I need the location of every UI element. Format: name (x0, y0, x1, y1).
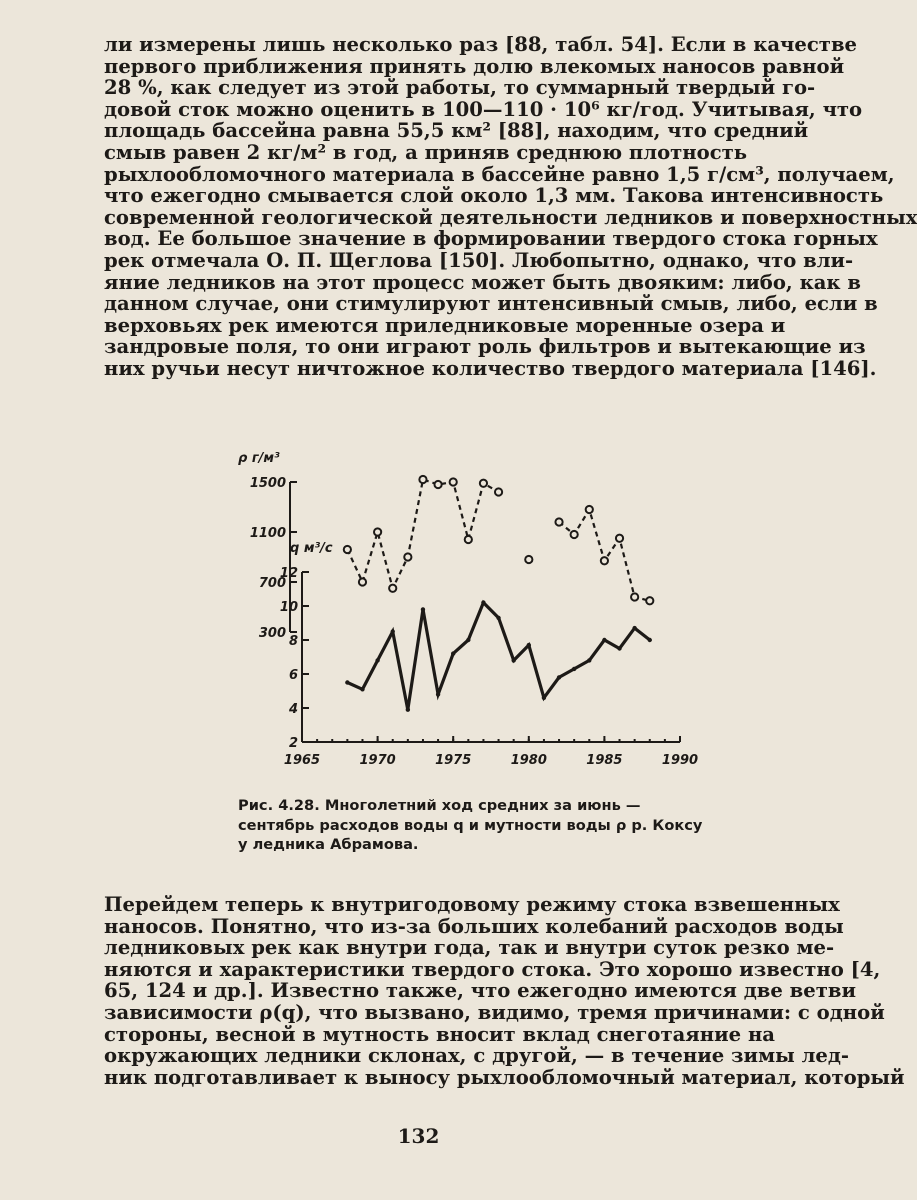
paragraph-top-line: рек отмечала О. П. Щеглова [150]. Любопытно, однако, что вли- (104, 248, 854, 272)
series-q-point (632, 626, 636, 630)
figure-caption (238, 796, 703, 855)
series-rho-point (525, 556, 532, 563)
series-rho-point (419, 476, 426, 483)
series-rho-point (571, 531, 578, 538)
paragraph-bottom-line: 65, 124 и др.]. Известно также, что ежегодно имеются две ветви (104, 979, 857, 1003)
rho-tick-label: 300 (258, 626, 286, 641)
paragraph-top-line: вод. Ее большое значение в формировании твердого стока горных (104, 227, 878, 251)
caption-line: сентябрь расходов воды q и мутности воды ρ р. Коксу (238, 816, 703, 834)
x-tick-label: 1990 (661, 753, 699, 768)
series-rho-point (646, 597, 653, 604)
page-number: 132 (397, 1124, 440, 1148)
series-rho-point (450, 478, 457, 485)
paragraph-bottom-line: Перейдем теперь к внутригодовому режиму стока взвешенных (104, 893, 840, 916)
paragraph-top-line: зандровые поля, то они играют роль фильтров и вытекающие из (104, 335, 866, 359)
paragraph-top-line: что ежегодно смывается слой около 1,3 мм. Такова интенсивность (104, 184, 884, 208)
series-q-point (511, 658, 515, 662)
q-tick-label: 6 (288, 668, 298, 683)
q-axis-label: q м³/с (290, 541, 333, 556)
series-rho-point (555, 518, 562, 525)
series-rho-point (601, 557, 608, 564)
paragraph-top-line: рыхлообломочного материала в бассейне равно 1,5 г/см³, получаем, (104, 162, 895, 186)
paragraph-top-line: данном случае, они стимулируют интенсивный смыв, либо, если в (104, 292, 878, 316)
series-q-point (648, 638, 652, 642)
q-tick-label: 8 (288, 634, 298, 649)
series-rho-point (344, 546, 351, 553)
series-q-point (496, 616, 500, 620)
series-q-point (360, 687, 364, 691)
series-rho-point (465, 536, 472, 543)
series-q-point (602, 638, 606, 642)
q-tick-label: 2 (288, 736, 298, 751)
paragraph-top-line: смыв равен 2 кг/м² в год, а приняв среднюю плотность (104, 140, 748, 164)
x-tick-label: 1985 (586, 753, 623, 768)
x-tick-label: 1980 (510, 753, 547, 768)
series-q-point (481, 600, 485, 604)
series-rho-point (631, 593, 638, 600)
paragraph-top-line: ли измерены лишь несколько раз [88, табл. 54]. Если в качестве (104, 33, 858, 56)
series-q-point (345, 680, 349, 684)
paragraph-bottom-line: наносов. Понятно, что из-за больших колебаний расходов воды (104, 914, 844, 938)
x-tick-label: 1965 (283, 753, 321, 768)
series-rho-point (389, 585, 396, 592)
series-rho-point (374, 528, 381, 535)
series-rho-point (359, 578, 366, 585)
x-tick-label: 1970 (359, 753, 396, 768)
x-tick-label: 1975 (435, 753, 472, 768)
series-rho-point (616, 535, 623, 542)
paragraph-top-line: современной геологической деятельности ледников и поверхностных (104, 205, 917, 229)
paragraph-top-line: верховьях рек имеются приледниковые моренные озера и (104, 313, 786, 337)
series-q-point (617, 646, 621, 650)
series-q-point (572, 667, 576, 671)
paragraph-bottom-line: ледниковых рек как внутри года, так и внутри суток резко ме- (104, 936, 835, 960)
paragraph-top-line: яние ледников на этот процесс может быть двояким: либо, как в (104, 270, 862, 294)
paragraph-top-line: них ручьи несут ничтожное количество твердого материала [146]. (104, 356, 877, 380)
series-q-point (391, 629, 395, 633)
paragraph-top-line: 28 %, как следует из этой работы, то суммарный твердый го- (104, 76, 816, 100)
paragraph-bottom-line: окружающих ледники склонах, с другой, — в течение зимы лед- (104, 1044, 850, 1068)
series-q-point (466, 638, 470, 642)
rho-tick-label: 1500 (249, 476, 286, 491)
series-rho-point (434, 481, 441, 488)
series-q-point (421, 607, 425, 611)
caption-line: у ледника Абрамова. (238, 836, 419, 853)
figure-4-28-chart (230, 440, 699, 780)
series-q-point (436, 692, 440, 696)
series-rho-point (495, 488, 502, 495)
paragraph-bottom-line: стороны, весной в мутность вносит вклад снеготаяние на (104, 1022, 775, 1046)
paragraph-top (104, 33, 917, 380)
series-q-point (557, 675, 561, 679)
series-q-point (587, 658, 591, 662)
series-rho-point (480, 480, 487, 487)
paragraph-top-line: довой сток можно оценить в 100—110 · 10⁶ кг/год. Учитывая, что (104, 97, 863, 121)
rho-tick-label: 1100 (249, 526, 286, 541)
q-tick-label: 12 (279, 566, 298, 581)
series-rho-point (586, 506, 593, 513)
series-q-point (542, 696, 546, 700)
paragraph-bottom-line: ник подготавливает к выносу рыхлообломочный материал, который (104, 1065, 905, 1089)
rho-axis-label: ρ г/м³ (238, 451, 280, 466)
series-q-point (527, 643, 531, 647)
series-rho-point (404, 553, 411, 560)
series-q-point (451, 651, 455, 655)
caption-line: Рис. 4.28. Многолетний ход средних за июнь — (238, 797, 641, 814)
series-q-point (406, 708, 410, 712)
rho-tick-label: 700 (258, 576, 286, 591)
q-tick-label: 10 (279, 600, 298, 615)
q-tick-label: 4 (288, 702, 298, 717)
paragraph-bottom-line: зависимости ρ(q), что вызвано, видимо, тремя причинами: с одной (104, 1000, 885, 1024)
paragraph-top-line: площадь бассейна равна 55,5 км² [88], находим, что средний (104, 119, 809, 143)
paragraph-bottom-line: няются и характеристики твердого стока. Это хорошо известно [4, (104, 957, 881, 981)
series-rho-line (559, 510, 650, 601)
series-q-point (375, 658, 379, 662)
paragraph-bottom (104, 893, 905, 1089)
paragraph-top-line: первого приближения принять долю влекомых наносов равной (104, 54, 845, 78)
series-rho-line (347, 480, 498, 589)
